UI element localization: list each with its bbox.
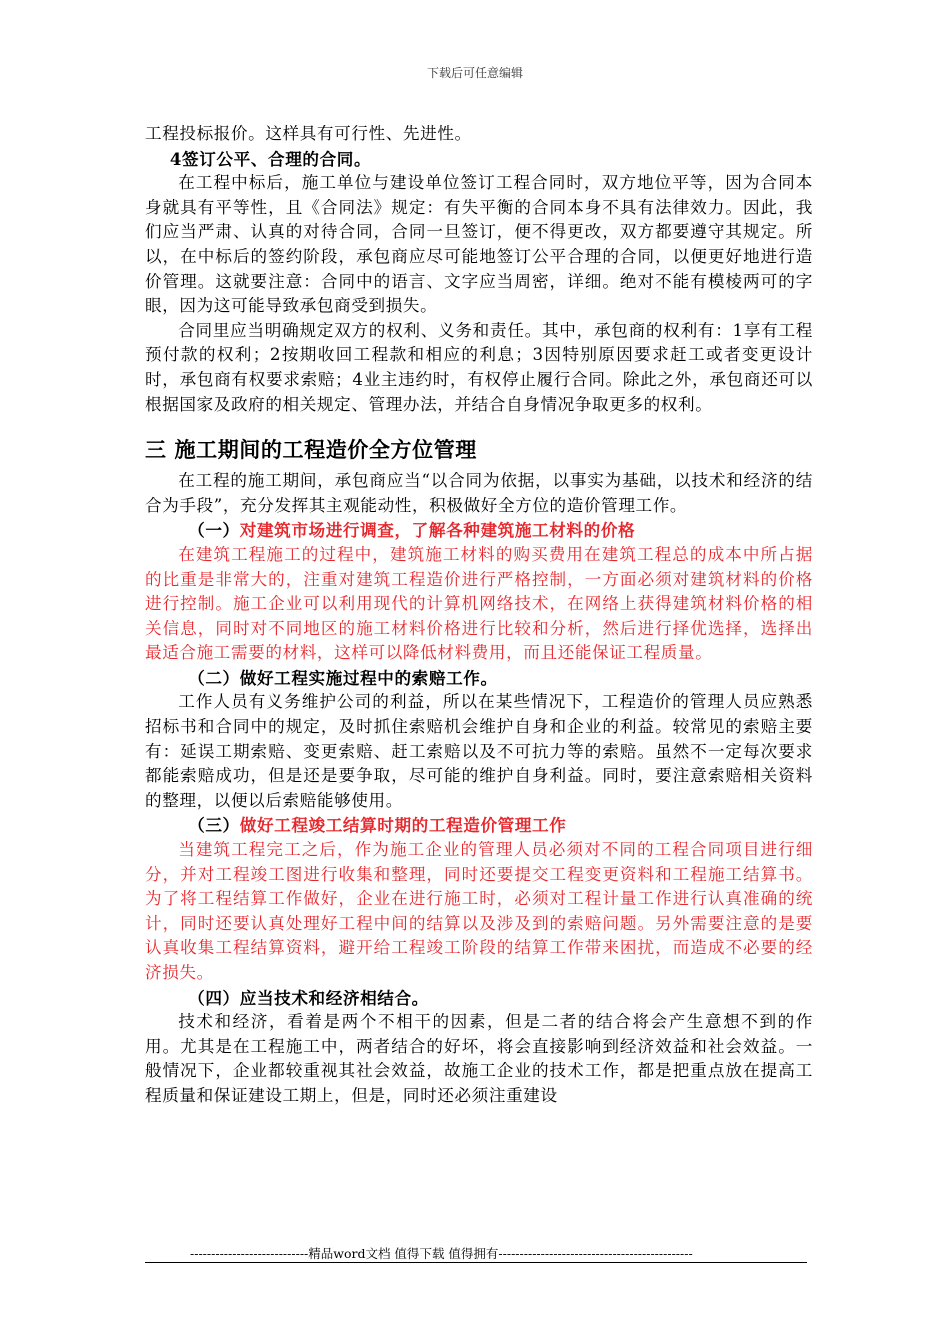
paragraph: 技术和经济，看着是两个不相干的因素，但是二者的结合将会产生意想不到的作用。尤其是在工程施工中，两者结合的好坏，将会直接影响到经济效益和社会效益。一般情况下，企业都较重视其社会效益，故施工企业的技术工作，都是把重点放在提高工程质量和保证建设工期上，但是，同时还必须注重建设 bbox=[145, 1012, 813, 1105]
subheading-text: 对建筑市场进行调查，了解各种建筑施工材料的价格 bbox=[239, 520, 636, 541]
section-heading: 三 施工期间的工程造价全方位管理 bbox=[145, 437, 477, 463]
paragraph: 在建筑工程施工的过程中，建筑施工材料的购买费用在建筑工程总的成本中所占据的比重是非常大的，注重对建筑工程造价进行严格控制，一方面必须对建筑材料的价格进行控制。施工企业可以利用现代的计算机网络技术，在网络上获得建筑材料价格的相关信息，同时对不同地区的施工材料价格进行比较和分析，然后进行择优选择，选择出最适合施工需要的材料，这样可以降低材料费用，而且还能保证工程质量。 bbox=[145, 544, 813, 663]
subheading: 4签订公平、合理的合同。 bbox=[169, 148, 372, 169]
subheading bbox=[145, 518, 813, 543]
footer-divider bbox=[145, 1262, 807, 1263]
paragraph: 工程投标报价。这样具有可行性、先进性。 bbox=[145, 124, 472, 143]
paragraph: 在工程中标后，施工单位与建设单位签订工程合同时，双方地位平等，因为合同本身就具有平等性，且《合同法》规定：有失平衡的合同本身不具有法律效力。因此，我们应当严肃、认真的对待合同，合同一旦签订，便不得更改，双方都要遵守其规定。所以，在中标后的签约阶段，承包商应尽可能地签订公平合理的合同，以便更好地进行造价管理。这就要注意：合同中的语言、文字应当周密，详细。绝对不能有模棱两可的字眼，因为这可能导致承包商受到损失。 bbox=[145, 173, 813, 316]
subheading-text: 应当技术和经济相结合。 bbox=[239, 987, 429, 1008]
subheading bbox=[145, 986, 813, 1011]
page-header: 下载后可任意编辑 bbox=[426, 66, 523, 80]
paragraph: 在工程的施工期间，承包商应当“以合同为依据，以事实为基础，以技术和经济的结合为手段”，充分发挥其主观能动性，积极做好全方位的造价管理工作。 bbox=[145, 471, 813, 515]
paragraph: 工作人员有义务维护公司的利益，所以在某些情况下，工程造价的管理人员应熟悉招标书和合同中的规定，及时抓住索赔机会维护自身和企业的利益。较常见的索赔主要有：延误工期索赔、变更索赔、赶工索赔以及不可抗力等的索赔。虽然不一定每次要求都能索赔成功，但是还是要争取，尽可能的维护自身利益。同时，要注意索赔相关资料的整理，以便以后索赔能够使用。 bbox=[145, 692, 813, 810]
subheading-label: （二） bbox=[188, 667, 240, 688]
paragraph: 合同里应当明确规定双方的权利、义务和责任。其中，承包商的权利有：1享有工程预付款的权利；2按期收回工程款和相应的利息；3因特别原因要求赶工或者变更设计时，承包商有权要求索赔；4业主违约时，有权停止履行合同。除此之外，承包商还可以根据国家及政府的相关规定、管理办法，并结合自身情况争取更多的权利。 bbox=[145, 320, 813, 414]
subheading bbox=[145, 813, 813, 838]
subheading-text: 做好工程实施过程中的索赔工作。 bbox=[239, 667, 498, 688]
subheading-text: 做好工程竣工结算时期的工程造价管理工作 bbox=[239, 815, 567, 836]
document-body bbox=[145, 122, 813, 1109]
subheading bbox=[145, 666, 813, 691]
subheading-label: （三） bbox=[188, 815, 240, 836]
subheading-label: （一） bbox=[188, 520, 240, 541]
page-footer: ----------------------------精品word文档 值得下载 值得拥有---------------------------------------------- bbox=[190, 1246, 693, 1261]
paragraph: 当建筑工程完工之后，作为施工企业的管理人员必须对不同的工程合同项目进行细分，并对工程竣工图进行收集和整理，同时还要提交工程变更资料和工程施工结算书。为了将工程结算工作做好，企业在进行施工时，必须对工程计量工作进行认真准确的统计，同时还要认真处理好工程中间的结算以及涉及到的索赔问题。另外需要注意的是要认真收集工程结算资料，避开给工程竣工阶段的结算工作带来困扰，而造成不必要的经济损失。 bbox=[145, 840, 813, 982]
subheading-label: （四） bbox=[188, 987, 240, 1008]
